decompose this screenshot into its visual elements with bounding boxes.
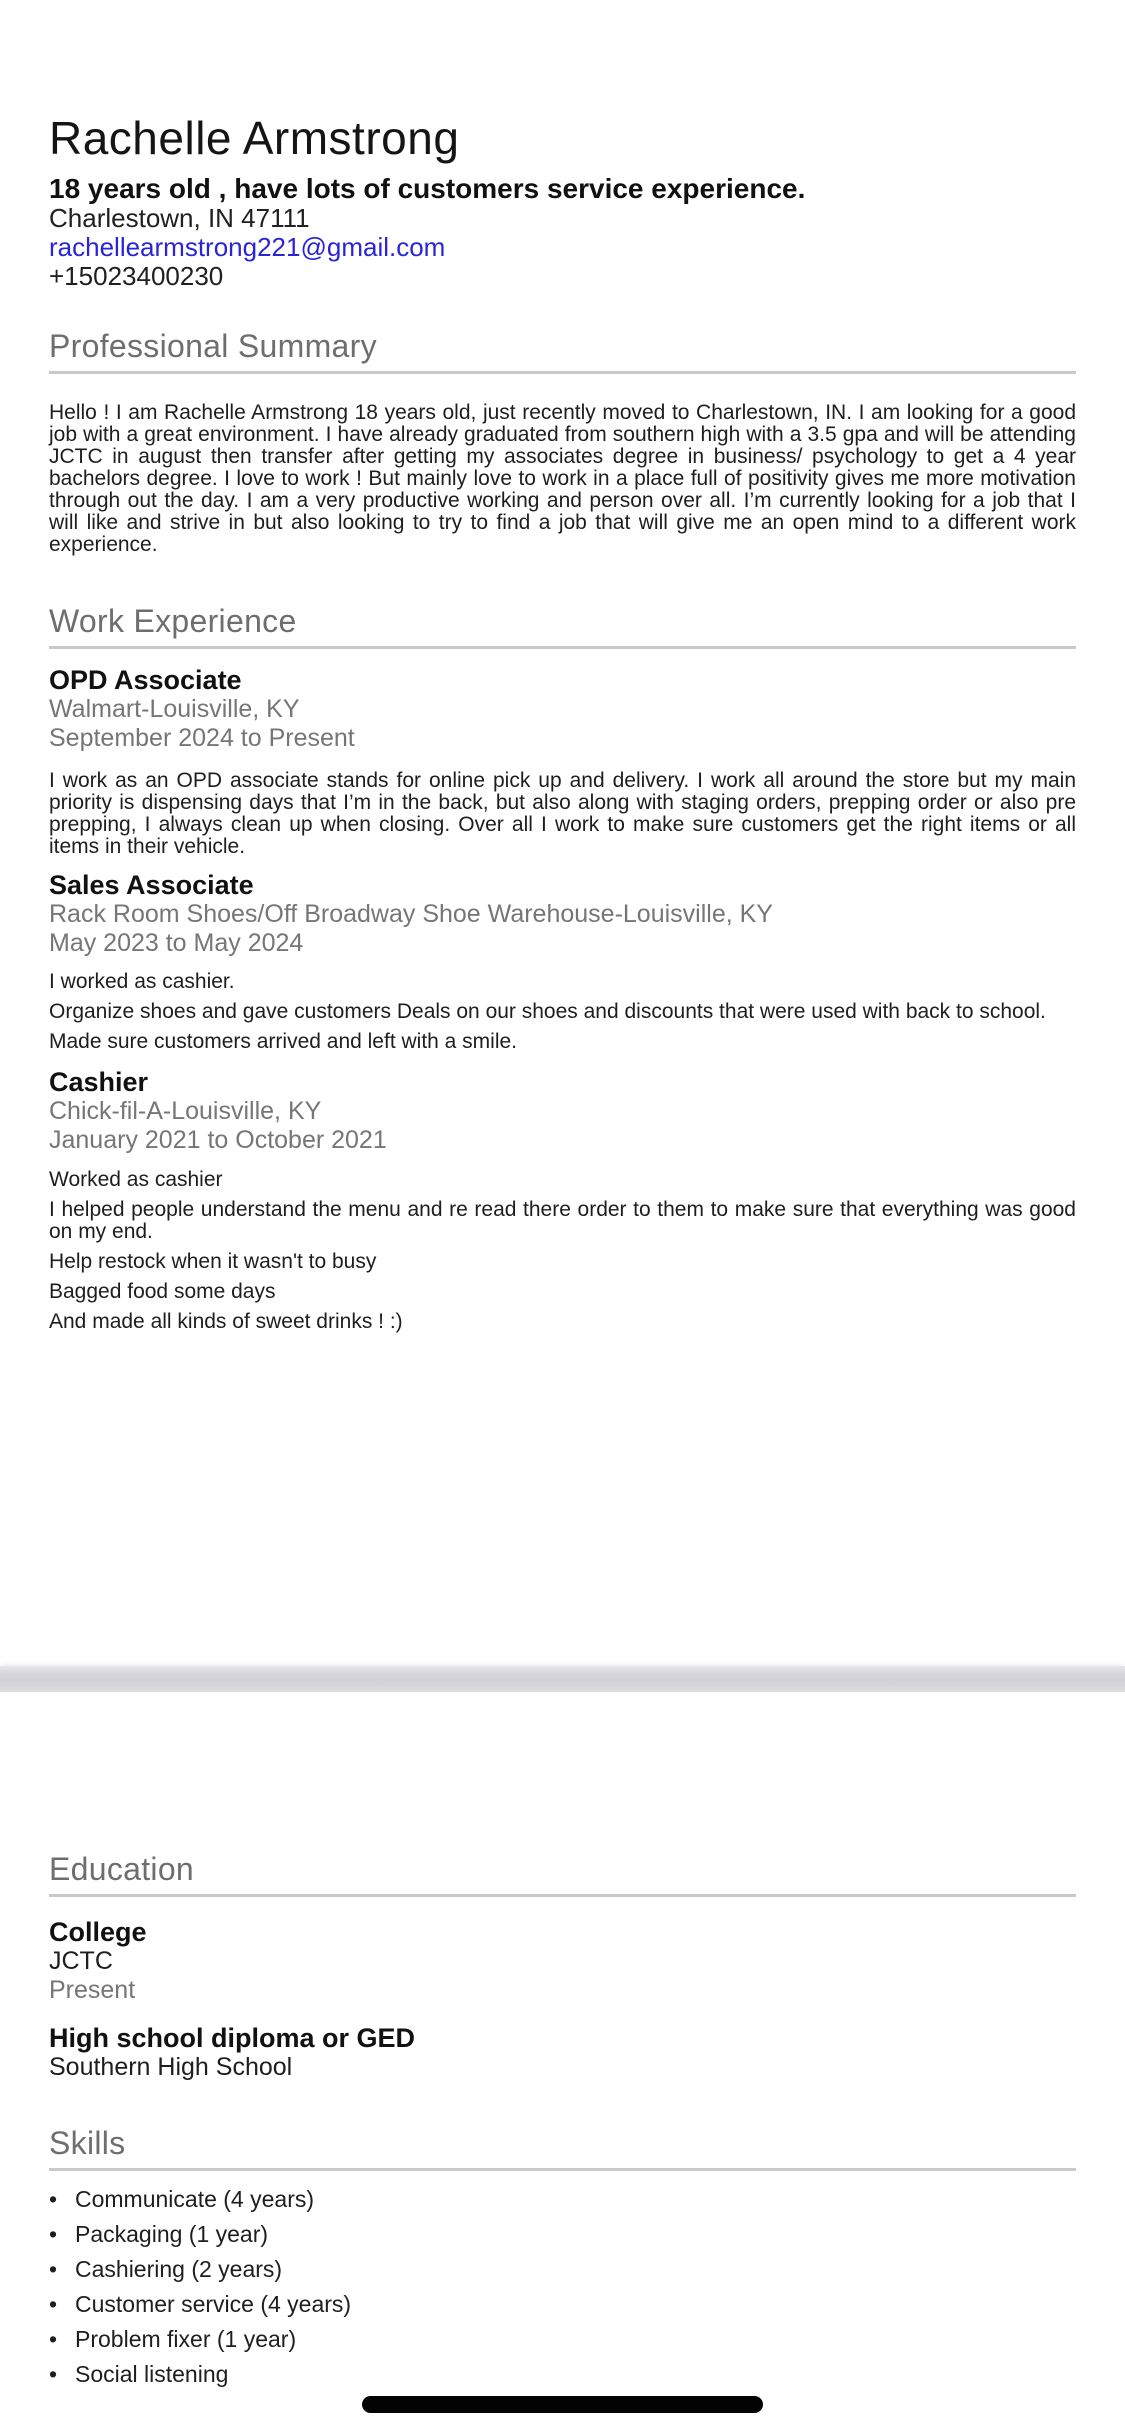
section-divider	[49, 2168, 1076, 2171]
section-divider	[49, 646, 1076, 649]
page-break-band	[0, 1666, 1125, 1692]
candidate-tagline: 18 years old , have lots of customers service experience.	[49, 173, 806, 204]
job-dates: January 2021 to October 2021	[49, 1126, 387, 1154]
candidate-name: Rachelle Armstrong	[49, 112, 460, 164]
job-description	[49, 1169, 1076, 1333]
job-title: Sales Associate	[49, 870, 254, 900]
skill-item: • Packaging (1 year)	[49, 2222, 1076, 2247]
professional-summary-heading: Professional Summary	[49, 328, 377, 364]
education-degree: College	[49, 1917, 147, 1947]
job-description	[49, 971, 1076, 1053]
skills-list	[49, 2187, 1076, 2387]
job-entry	[49, 1067, 1076, 1333]
job-description	[49, 770, 1076, 858]
email-link[interactable]: rachellearmstrong221@gmail.com	[49, 232, 446, 262]
section-skills	[49, 2124, 1076, 2387]
job-company: Chick-fil-A-Louisville, KY	[49, 1097, 322, 1125]
skill-item: • Problem fixer (1 year)	[49, 2327, 1076, 2352]
education-school: Southern High School	[49, 2053, 293, 2081]
home-indicator[interactable]	[362, 2396, 763, 2413]
skill-item: • Communicate (4 years)	[49, 2187, 1076, 2212]
section-professional-summary	[49, 327, 1076, 556]
education-dates: Present	[49, 1976, 136, 2004]
skill-item: • Cashiering (2 years)	[49, 2257, 1076, 2282]
job-company: Walmart-Louisville, KY	[49, 695, 300, 723]
job-description-paragraph: Made sure customers arrived and left with a smile.	[49, 1030, 518, 1053]
work-experience-heading: Work Experience	[49, 603, 297, 639]
job-description-paragraph: I work as an OPD associate stands for online pick up and delivery. I work all around the store but my main priority is dispensing days that I’m in the back, but also along with staging orders, prepping order or also pre prepping, I always clean up when closing. Over all I work to make sure customers get the right items or all items in their vehicle.	[49, 769, 1076, 858]
job-description-paragraph: Organize shoes and gave customers Deals on our shoes and discounts that were used with back to school.	[49, 1000, 1046, 1023]
contact-block	[49, 204, 1076, 291]
education-entry	[49, 2023, 1076, 2082]
skills-heading: Skills	[49, 2125, 126, 2161]
job-description-paragraph: And made all kinds of sweet drinks ! :)	[49, 1310, 403, 1333]
section-divider	[49, 371, 1076, 374]
job-title: Cashier	[49, 1067, 149, 1097]
section-divider	[49, 1894, 1076, 1897]
job-description-paragraph: I worked as cashier.	[49, 970, 235, 993]
education-heading: Education	[49, 1851, 195, 1887]
job-dates: September 2024 to Present	[49, 724, 355, 752]
skill-item: • Social listening	[49, 2362, 1076, 2387]
section-work-experience	[49, 602, 1076, 1333]
job-description-paragraph: Bagged food some days	[49, 1280, 276, 1303]
job-description-paragraph: I helped people understand the menu and re read there order to them to make sure that everything was good on my end.	[49, 1198, 1076, 1243]
job-description-paragraph: Worked as cashier	[49, 1168, 223, 1191]
candidate-phone: +15023400230	[49, 261, 224, 291]
job-dates: May 2023 to May 2024	[49, 929, 304, 957]
resume-page-2	[0, 1692, 1125, 2436]
job-entry	[49, 870, 1076, 1053]
candidate-location: Charlestown, IN 47111	[49, 203, 310, 233]
job-description-paragraph: Help restock when it wasn't to busy	[49, 1250, 377, 1273]
resume-header	[49, 112, 1076, 291]
job-entry	[49, 665, 1076, 858]
education-degree: High school diploma or GED	[49, 2023, 416, 2053]
job-company: Rack Room Shoes/Off Broadway Shoe Warehouse-Louisville, KY	[49, 900, 773, 928]
section-education	[49, 1850, 1076, 2082]
education-school: JCTC	[49, 1947, 113, 1975]
education-entry	[49, 1917, 1076, 2005]
skill-item: • Customer service (4 years)	[49, 2292, 1076, 2317]
job-title: OPD Associate	[49, 665, 242, 695]
professional-summary-text: Hello ! I am Rachelle Armstrong 18 years old, just recently moved to Charlestown, IN. I am looking for a good job with a great environment. I have already graduated from southern high with a 3.5 gpa and will be attending JCTC in august then transfer after getting my associates degree in business/ psychology to get a 4 year bachelors degree. I love to work ! But mainly love to work in a place full of positivity gives me more motivation through out the day. I am a very productive working and person over all. I’m currently looking for a job that I will like and strive in but also looking to try to find a job that will give me an open mind to a different work experience.	[49, 401, 1076, 556]
